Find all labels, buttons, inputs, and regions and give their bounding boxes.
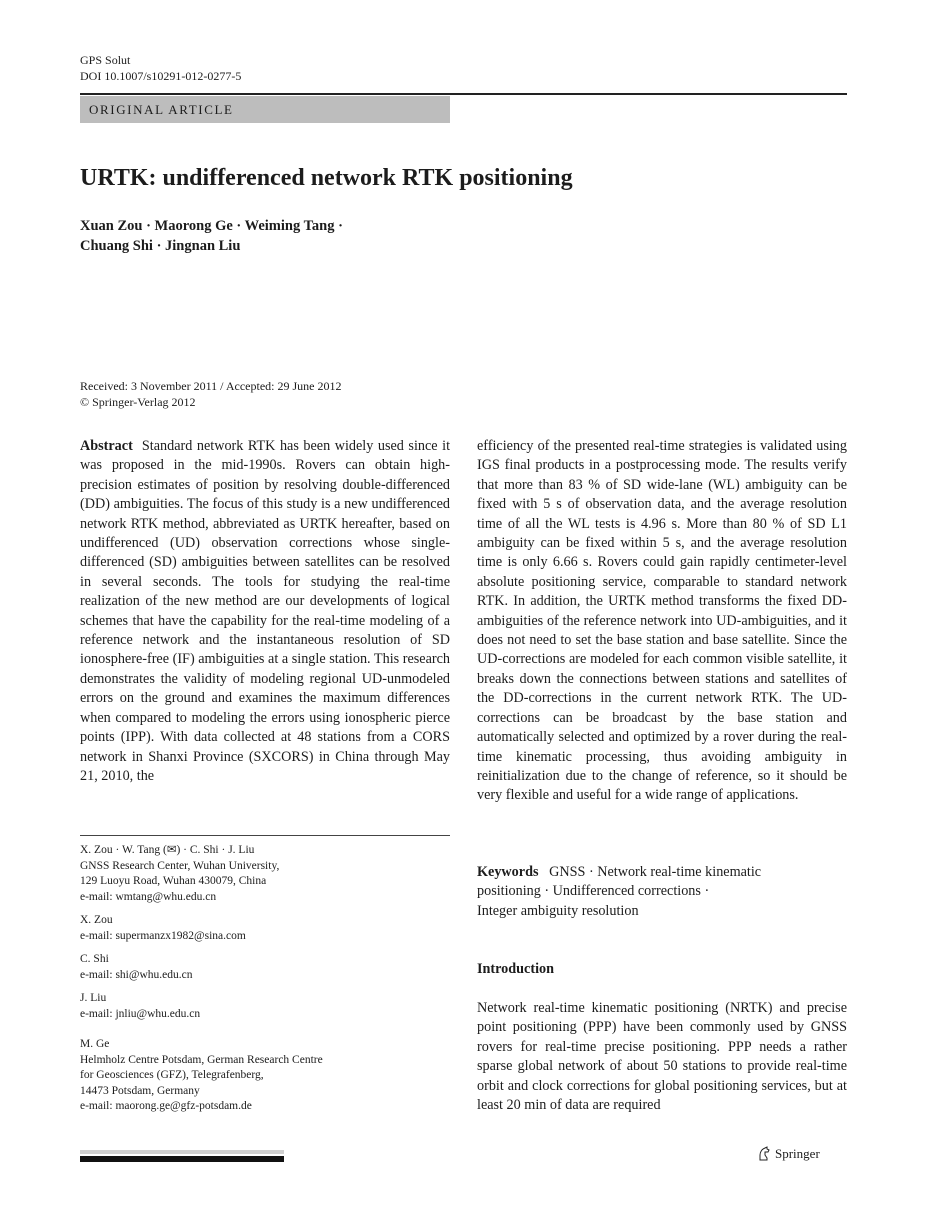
header-rule xyxy=(80,93,847,95)
article-type-banner: ORIGINAL ARTICLE xyxy=(80,96,450,123)
email-link[interactable]: e-mail: shi@whu.edu.cn xyxy=(80,968,193,981)
abstract-text-right: efficiency of the presented real-time strategies is validated using IGS final products in a postprocessing mode. The results verify that more than 83 % of SD wide-lane (WL) ambiguity can be fixed with 5 s of observation data, and the average resolution time of all the WL tests is 4.96 s. More than 80 % of SD L1 ambiguity can be fixed within 5 s, and the average resolution time is only 6.66 s. Rovers could gain rapidly centimeter-level absolute positioning service, comparable to standard network RTK. In addition, the URTK method transforms the fixed DD-ambiguities of the reference network into UD-ambiguities, and it does not need to set the base station and base satellite. Since the UD-corrections are modeled for each common visible satellite, it breaks down the connections between stations and satellites of the DD-corrections in the current network RTK. The UD-corrections can be broadcast by the base station and automatically selected and optimized by a rover during the real-time kinematic processing, thus avoiding ambiguity in reinitialization due to the change of reference, so it should be very flexible and useful for a wide range of applications. xyxy=(477,438,847,804)
affiliation-line: M. Ge xyxy=(80,1038,110,1050)
affiliation-line: 14473 Potsdam, Germany xyxy=(80,1084,200,1097)
springer-horse-icon xyxy=(757,1146,771,1162)
keywords-label: Keywords xyxy=(477,864,539,880)
affiliation-block-1 xyxy=(80,843,450,905)
email-link[interactable]: e-mail: supermanzx1982@sina.com xyxy=(80,929,246,942)
author-list xyxy=(80,216,343,256)
barcode-strip xyxy=(80,1150,284,1162)
email-link[interactable]: e-mail: wmtang@whu.edu.cn xyxy=(80,890,217,903)
abstract-right-column xyxy=(477,437,847,806)
author-line-2: Chuang Shi · Jingnan Liu xyxy=(80,238,241,254)
affiliation-block-3 xyxy=(80,952,450,983)
keywords-text: GNSS · Network real-time kinematic xyxy=(549,864,762,880)
affiliation-line: Helmholz Centre Potsdam, German Research Centre xyxy=(80,1053,323,1066)
affiliation-line: X. Zou xyxy=(80,914,113,926)
section-heading-introduction: Introduction xyxy=(477,961,554,977)
affiliation-line: X. Zou · W. Tang (✉) · C. Shi · J. Liu xyxy=(80,844,255,856)
affiliation-block-2 xyxy=(80,913,450,944)
keywords xyxy=(477,863,847,921)
affiliation-block-5 xyxy=(80,1037,450,1115)
affiliation-block-4 xyxy=(80,991,450,1022)
abstract-left-column xyxy=(80,437,450,786)
journal-name: GPS Solut xyxy=(80,53,131,67)
introduction-paragraph: Network real-time kinematic positioning (NRTK) and precise point positioning (PPP) have been commonly used by GNSS rovers for real-time precise positioning. PPP needs a rather sparse global network of about 50 stations to provide real-time orbit and clock corrections for global positioning services, but at least 20 min of data are required xyxy=(477,1000,847,1114)
publication-dates xyxy=(80,378,342,410)
doi[interactable]: DOI 10.1007/s10291-012-0277-5 xyxy=(80,69,242,83)
copyright: © Springer-Verlag 2012 xyxy=(80,395,196,409)
keywords-line-3: Integer ambiguity resolution xyxy=(477,902,639,919)
affiliation-line: GNSS Research Center, Wuhan University, xyxy=(80,859,280,872)
affiliation-line: for Geosciences (GFZ), Telegrafenberg, xyxy=(80,1069,264,1081)
journal-header xyxy=(80,52,241,84)
affiliation-line: 129 Luoyu Road, Wuhan 430079, China xyxy=(80,875,267,887)
footnote-rule xyxy=(80,835,450,836)
abstract-label: Abstract xyxy=(80,438,133,454)
affiliation-line: C. Shi xyxy=(80,953,109,965)
publisher-footer xyxy=(757,1145,820,1163)
email-link[interactable]: e-mail: jnliu@whu.edu.cn xyxy=(80,1007,201,1020)
abstract-paragraph xyxy=(80,437,450,786)
keywords-line-2: positioning · Undifferenced corrections · xyxy=(477,883,710,900)
affiliation-line: J. Liu xyxy=(80,992,107,1004)
email-link[interactable]: e-mail: maorong.ge@gfz-potsdam.de xyxy=(80,1100,252,1112)
keywords-line-1 xyxy=(477,863,847,882)
publisher-name: Springer xyxy=(775,1146,820,1161)
received-accepted: Received: 3 November 2011 / Accepted: 29 June 2012 xyxy=(80,379,342,393)
author-line-1: Xuan Zou · Maorong Ge · Weiming Tang · xyxy=(80,218,343,234)
abstract-text-left: Standard network RTK has been widely used since it was proposed in the mid-1990s. Rovers can obtain high-precision estimates of position by resolving double-differenced (DD) ambiguities. The focus of this study is a new undifferenced network RTK method, abbreviated as URTK hereafter, based on undifferenced (UD) observation corrections whose single-differenced (SD) ambiguities between satellites can be resolved in several seconds. The tools for studying the real-time realization of the new method are our developments of logical schemes that have the capability for the real-time modeling of a reference network and the instantaneous resolution of SD ionosphere-free (IF) ambiguities at a single station. This research demonstrates the validity of modeling regional UD-unmodeled errors on the ground and examines the maximum differences when compared to modeling the errors using ionospheric pierce points (IPP). With data collected at 48 stations from a CORS network in Shanxi Province (SXCORS) in China through May 21, 2010, the xyxy=(80,438,451,784)
paper-title: URTK: undifferenced network RTK positioning xyxy=(80,165,573,191)
